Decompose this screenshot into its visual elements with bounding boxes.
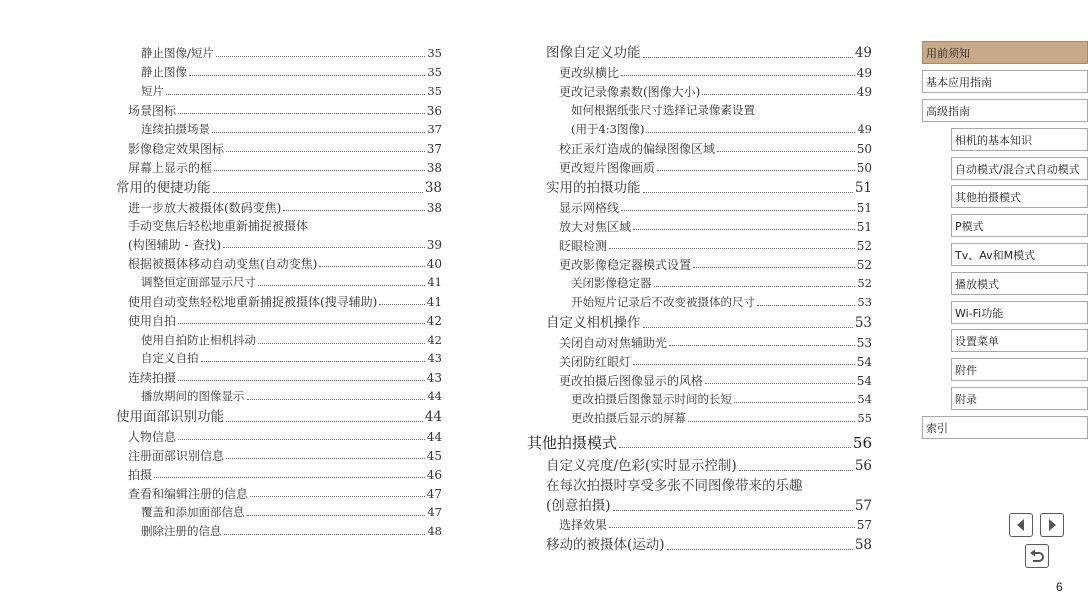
toc-section-line1[interactable]: 在每次拍摄时享受多张不同图像带来的乐趣 — [546, 478, 803, 494]
nav-setup-menu[interactable] — [951, 329, 1088, 352]
nav-p-mode[interactable] — [951, 214, 1088, 237]
toc-section[interactable]: 实用的拍摄功能 51 — [546, 180, 872, 196]
toc-entry[interactable]: 删除注册的信息 48 — [141, 524, 442, 538]
nav-label: 自动模式/混合式自动模式 — [955, 162, 1080, 176]
nav-label: 附件 — [955, 363, 977, 377]
toc-section[interactable]: (创意拍摄) 57 — [546, 498, 872, 514]
toc-entry[interactable]: 选择效果 57 — [559, 518, 872, 532]
nav-before-use[interactable] — [922, 41, 1088, 64]
toc-entry[interactable]: 注册面部识别信息 45 — [128, 449, 442, 463]
toc-entry[interactable]: 更改纵横比 49 — [559, 66, 872, 80]
toc-entry[interactable]: 静止图像 35 — [141, 65, 442, 79]
toc-entry[interactable]: 人物信息 44 — [128, 430, 442, 444]
toc-entry[interactable]: 更改短片图像画质 50 — [559, 161, 872, 175]
toc-entry[interactable]: 开始短片记录后不改变被摄体的尺寸 53 — [571, 295, 872, 309]
toc-entry-line1[interactable]: 如何根据纸张尺寸选择记录像素设置 — [571, 103, 755, 117]
toc-entry[interactable]: 更改拍摄后图像显示的风格 54 — [559, 374, 872, 388]
toc-entry[interactable]: 连续拍摄场景 37 — [141, 122, 442, 136]
toc-entry[interactable]: 根据被摄体移动自动变焦(自动变焦) 40 — [128, 257, 442, 271]
toc-entry[interactable]: 更改影像稳定器模式设置 52 — [559, 258, 872, 272]
toc-entry[interactable]: 进一步放大被摄体(数码变焦) 38 — [128, 201, 442, 215]
toc-entry[interactable]: 校正汞灯造成的偏绿图像区域 50 — [559, 142, 872, 156]
nav-tv-av-m-mode[interactable] — [951, 243, 1088, 266]
nav-label: 其他拍摄模式 — [955, 190, 1021, 204]
toc-entry[interactable]: 调整恒定面部显示尺寸 41 — [141, 275, 442, 289]
nav-label: 索引 — [926, 421, 948, 435]
next-page-button[interactable] — [1040, 513, 1064, 537]
toc-entry[interactable]: 拍摄 46 — [128, 468, 442, 482]
page-number: 6 — [1056, 580, 1063, 594]
nav-label: 设置菜单 — [955, 334, 999, 348]
toc-entry[interactable]: 放大对焦区域 51 — [559, 220, 872, 234]
toc-section[interactable]: 自定义亮度/色彩(实时显示控制) 56 — [546, 458, 872, 474]
nav-index[interactable] — [922, 416, 1088, 439]
toc-entry[interactable]: 更改拍摄后图像显示时间的长短 54 — [571, 392, 872, 406]
toc-entry[interactable]: 使用自动变焦轻松地重新捕捉被摄体(搜寻辅助) 41 — [128, 295, 442, 309]
nav-label: Tv、Av和M模式 — [955, 248, 1036, 262]
toc-entry[interactable]: 关闭防红眼灯 54 — [559, 355, 872, 369]
toc-entry[interactable]: 覆盖和添加面部信息 47 — [141, 505, 442, 519]
nav-wifi[interactable] — [951, 301, 1088, 324]
toc-chapter[interactable]: 其他拍摄模式 56 — [527, 434, 872, 452]
nav-other-shooting-modes[interactable] — [951, 185, 1088, 208]
toc-entry[interactable]: 影像稳定效果图标 37 — [128, 142, 442, 156]
nav-label: P模式 — [955, 219, 984, 233]
prev-page-button[interactable] — [1009, 513, 1033, 537]
toc-entry[interactable]: (构图辅助 - 查找) 39 — [128, 238, 442, 252]
toc-section[interactable]: 使用面部识别功能 44 — [116, 409, 442, 425]
toc-entry[interactable]: 关闭自动对焦辅助光 53 — [559, 336, 872, 350]
nav-basic-guide[interactable] — [922, 70, 1088, 93]
toc-entry[interactable]: 更改拍摄后显示的屏幕 55 — [571, 411, 872, 425]
nav-label: 高级指南 — [926, 104, 970, 118]
nav-label: 相机的基本知识 — [955, 133, 1032, 147]
toc-entry[interactable]: 短片 35 — [141, 84, 442, 98]
nav-playback-mode[interactable] — [951, 272, 1088, 295]
toc-entry[interactable]: 播放期间的图像显示 44 — [141, 389, 442, 403]
toc-entry-line1[interactable]: 手动变焦后轻松地重新捕捉被摄体 — [128, 219, 309, 233]
toc-section[interactable]: 常用的便捷功能 38 — [116, 180, 442, 196]
arrow-right-icon — [1041, 514, 1063, 536]
toc-section[interactable]: 图像自定义功能 49 — [546, 45, 872, 61]
toc-entry[interactable]: 自定义自拍 43 — [141, 351, 442, 365]
toc-entry[interactable]: 关闭影像稳定器 52 — [571, 276, 872, 290]
toc-entry[interactable]: 眨眼检测 52 — [559, 239, 872, 253]
toc-section[interactable]: 自定义相机操作 53 — [546, 315, 872, 331]
nav-label: 基本应用指南 — [926, 75, 992, 89]
nav-accessories[interactable] — [951, 358, 1088, 381]
nav-auto-mode[interactable] — [951, 157, 1088, 180]
arrow-left-icon — [1010, 514, 1032, 536]
toc-section[interactable]: 移动的被摄体(运动) 58 — [546, 537, 872, 553]
return-icon — [1026, 545, 1048, 567]
toc-entry[interactable]: 连续拍摄 43 — [128, 371, 442, 385]
nav-label: 播放模式 — [955, 277, 999, 291]
toc-entry[interactable]: 查看和编辑注册的信息 47 — [128, 487, 442, 501]
toc-entry[interactable]: 使用自拍防止相机抖动 42 — [141, 333, 442, 347]
nav-label: 用前须知 — [926, 46, 970, 60]
nav-label: Wi-Fi功能 — [955, 306, 1004, 320]
toc-entry[interactable]: 静止图像/短片 35 — [141, 46, 442, 60]
nav-camera-basics[interactable] — [951, 128, 1088, 151]
toc-entry[interactable]: 更改记录像素数(图像大小) 49 — [559, 85, 872, 99]
nav-appendix[interactable] — [951, 387, 1088, 410]
toc-entry[interactable]: 使用自拍 42 — [128, 314, 442, 328]
toc-entry[interactable]: 场景图标 36 — [128, 104, 442, 118]
toc-entry[interactable]: (用于4:3图像) 49 — [571, 122, 872, 136]
toc-entry[interactable]: 屏幕上显示的框 38 — [128, 161, 442, 175]
toc-entry[interactable]: 显示网格线 51 — [559, 201, 872, 215]
nav-label: 附录 — [955, 392, 977, 406]
return-button[interactable] — [1025, 544, 1049, 568]
nav-advanced-guide[interactable] — [922, 99, 1088, 122]
